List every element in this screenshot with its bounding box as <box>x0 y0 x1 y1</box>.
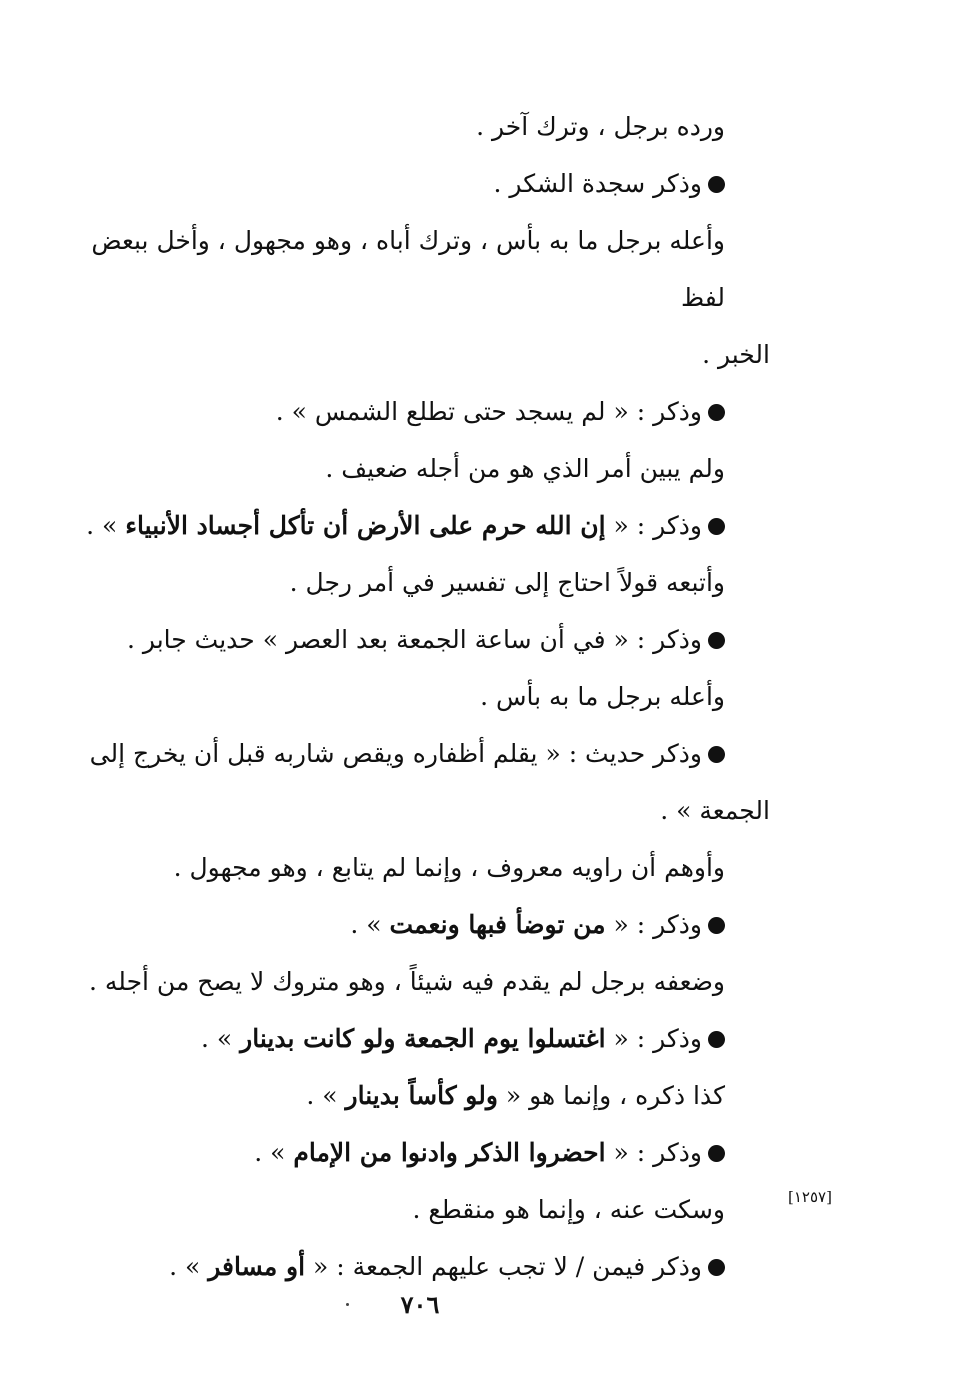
paragraph-5: ولم يبين أمر الذي هو من أجله ضعيف . <box>325 454 725 483</box>
paragraph-12: وذكر : « من توضأ فبها ونعمت » . <box>55 896 770 953</box>
paragraph-10: وذكر حديث : « يقلم أظفاره ويقص شاربه قبل أن يخرج إلى الجمعة » . <box>89 739 770 825</box>
bullet-icon <box>708 176 725 193</box>
bullet-icon <box>708 1145 725 1162</box>
paragraph-8: وذكر : « في أن ساعة الجمعة بعد العصر » حديث جابر . <box>55 611 770 668</box>
paragraph-18: وذكر فيمن / لا تجب عليهم الجمعة : « أو مسافر » . <box>55 1238 770 1295</box>
bullet-icon <box>708 518 725 535</box>
paragraph-1: ورده برجل ، وترك آخر . <box>476 112 725 141</box>
paragraph-17: وسكت عنه ، وإنما هو منقطع . <box>412 1195 725 1224</box>
scan-speck <box>346 1303 349 1306</box>
bullet-icon <box>708 404 725 421</box>
bullet-icon <box>708 1031 725 1048</box>
paragraph-7: وأتبعه قولاً احتاج إلى تفسير في أمر رجل . <box>289 568 725 597</box>
hadith-text: أو مسافر <box>208 1252 306 1281</box>
hadith-text: احضروا الذكر وادنوا من الإمام <box>293 1138 606 1167</box>
paragraph-9: وأعله برجل ما به بأس . <box>480 682 725 711</box>
paragraph-6: وذكر : « إن الله حرم على الأرض أن تأكل أجساد الأنبياء » . <box>55 497 770 554</box>
hadith-text: إن الله حرم على الأرض أن تأكل أجساد الأنبياء <box>125 511 606 540</box>
hadith-text: ولو كأساً بدينار <box>345 1081 498 1110</box>
hadith-text: من توضأ فبها ونعمت <box>389 910 606 939</box>
paragraph-11: وأوهم أن راويه معروف ، وإنما لم يتابع ، وهو مجهول . <box>173 853 725 882</box>
paragraph-15: كذا ذكره ، وإنما هو « ولو كأساً بدينار » . <box>306 1081 725 1110</box>
bullet-icon <box>708 632 725 649</box>
paragraph-3: وأعله برجل ما به بأس ، وترك أباه ، وهو مجهول ، وأخل ببعض لفظ الخبر . <box>91 226 770 369</box>
paragraph-2: وذكر سجدة الشكر . <box>55 155 770 212</box>
hadith-text: اغتسلوا يوم الجمعة ولو كانت بدينار <box>240 1024 606 1053</box>
paragraph-4: وذكر : « لم يسجد حتى تطلع الشمس » . <box>55 383 770 440</box>
paragraph-14: وذكر : « اغتسلوا يوم الجمعة ولو كانت بدينار » . <box>55 1010 770 1067</box>
body-text <box>55 98 770 1295</box>
page-number: ٧٠٦ <box>400 1290 440 1319</box>
bullet-icon <box>708 1259 725 1276</box>
paragraph-16: وذكر : « احضروا الذكر وادنوا من الإمام » . <box>55 1124 770 1181</box>
paragraph-13: وضعفه برجل لم يقدم فيه شيئاً ، وهو متروك لا يصح من أجله . <box>89 967 725 996</box>
marginal-reference: [١٢٥٧] <box>788 1188 832 1206</box>
bullet-icon <box>708 917 725 934</box>
bullet-icon <box>708 746 725 763</box>
